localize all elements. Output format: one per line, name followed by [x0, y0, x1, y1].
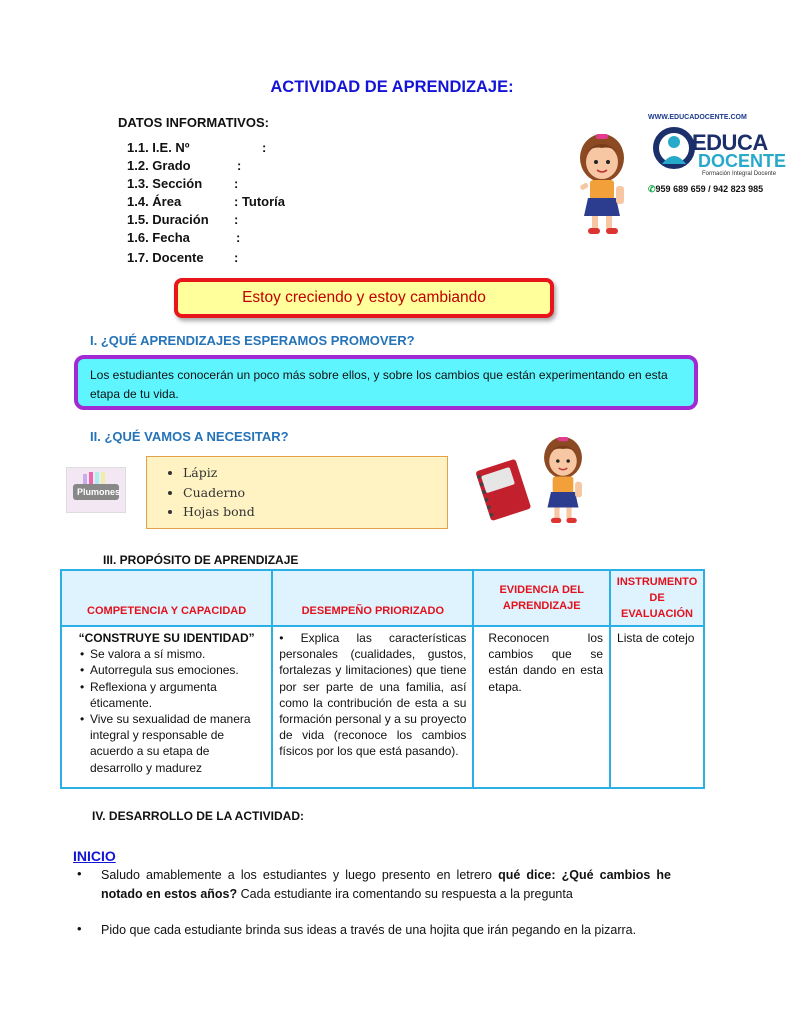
educa-docente-logo [648, 112, 786, 198]
logo-url: WWW.EDUCADOCENTE.COM [648, 114, 747, 121]
materials-list [161, 463, 447, 522]
datos-label: 1.1. I.E. Nº [127, 140, 190, 155]
list-item: • Autorregula sus emociones. [90, 662, 265, 678]
plumones-label: Plumones [77, 487, 121, 497]
list-item: • Cuaderno [183, 483, 447, 503]
header-competencia: COMPETENCIA Y CAPACIDAD [61, 570, 272, 626]
list-item: • Se valora a sí mismo. [90, 646, 265, 662]
logo-emblem-icon [652, 126, 696, 170]
desempeno-cell: • Explica las características personales (cualidades, gustos, fortalezas y limitaciones) que tiene por ser parte de una familia, así como la contribución de esta a su formación personal y a su proyecto de vida (reconoce los cambios físicos por los que está pasando). [272, 626, 473, 788]
inicio-item-2: Pido que cada estudiante brinda sus ideas a través de una hojita que irán pegando en la pizarra. [101, 923, 637, 937]
datos-value: : [234, 176, 239, 191]
inicio-item-1: Saludo amablemente a los estudiantes y luego presento en letrero qué dice: ¿Qué cambios he notado en estos años? Cada estudiante ira comentando su respuesta a la pregunta [101, 868, 671, 901]
logo-subtitle: Formación Integral Docente [702, 171, 777, 177]
header-evidencia: EVIDENCIA DEL APRENDIZAJE [473, 570, 610, 626]
datos-value: : Tutoría [234, 194, 286, 209]
plumones-image [66, 467, 126, 513]
datos-informativos-heading: DATOS INFORMATIVOS: [118, 115, 269, 130]
capacidades-list [68, 646, 265, 776]
datos-label: 1.2. Grado [127, 158, 191, 173]
datos-label: 1.7. Docente [127, 250, 204, 265]
section-4-heading: IV. DESARROLLO DE LA ACTIVIDAD: [92, 809, 305, 823]
header-instrumento: INSTRUMENTO DE EVALUACIÓN [610, 570, 704, 626]
notebook-icon [470, 458, 536, 520]
bullet-icon: • [77, 921, 82, 936]
proposito-table [60, 569, 705, 789]
datos-value: : [236, 230, 241, 245]
topic-banner: Estoy creciendo y estoy cambiando [174, 278, 554, 318]
competencia-title: “CONSTRUYE SU IDENTIDAD” [78, 631, 255, 645]
list-item: • Vive su sexualidad de manera integral y responsable de acuerdo a su etapa de desarrollo y madurez [90, 711, 265, 776]
document-title: ACTIVIDAD DE APRENDIZAJE: [270, 78, 514, 96]
bullet-icon: • [77, 866, 82, 881]
list-item: • Lápiz [183, 463, 447, 483]
datos-label: 1.3. Sección [127, 176, 203, 191]
table-row [61, 626, 704, 788]
section-1-heading: I. ¿QUÉ APRENDIZAJES ESPERAMOS PROMOVER? [90, 333, 415, 348]
datos-label: 1.4. Área [127, 194, 182, 209]
competencia-cell [61, 626, 272, 788]
datos-value: : [262, 140, 267, 155]
datos-label: 1.6. Fecha [127, 230, 190, 245]
girl-illustration [532, 430, 594, 530]
evidencia-cell: Reconocen los cambios que se están dando en esta etapa. [473, 626, 610, 788]
whatsapp-icon: ✆ [648, 184, 656, 194]
section-3-heading: III. PROPÓSITO DE APRENDIZAJE [103, 553, 299, 567]
datos-value: : [234, 212, 239, 227]
logo-docente: DOCENTE [698, 151, 786, 171]
section-2-heading: II. ¿QUÉ VAMOS A NECESITAR? [90, 429, 289, 444]
datos-value: : [234, 250, 239, 265]
aprendizaje-box: Los estudiantes conocerán un poco más sobre ellos, y sobre los cambios que están experimentando en esta etapa de tu vida. [74, 355, 698, 410]
table-header-row [61, 570, 704, 626]
logo-educa: EDUCA [692, 130, 768, 155]
list-item: • Hojas bond [183, 502, 447, 522]
header-desempeno: DESEMPEÑO PRIORIZADO [272, 570, 473, 626]
logo-phone: ✆959 689 659 / 942 823 985 [648, 184, 764, 194]
inicio-heading: INICIO [73, 848, 116, 864]
datos-value: : [237, 158, 242, 173]
datos-label: 1.5. Duración [127, 212, 209, 227]
materials-box [146, 456, 448, 529]
list-item: • Reflexiona y argumenta éticamente. [90, 679, 265, 711]
instrumento-cell: Lista de cotejo [610, 626, 704, 788]
girl-illustration [566, 128, 638, 240]
